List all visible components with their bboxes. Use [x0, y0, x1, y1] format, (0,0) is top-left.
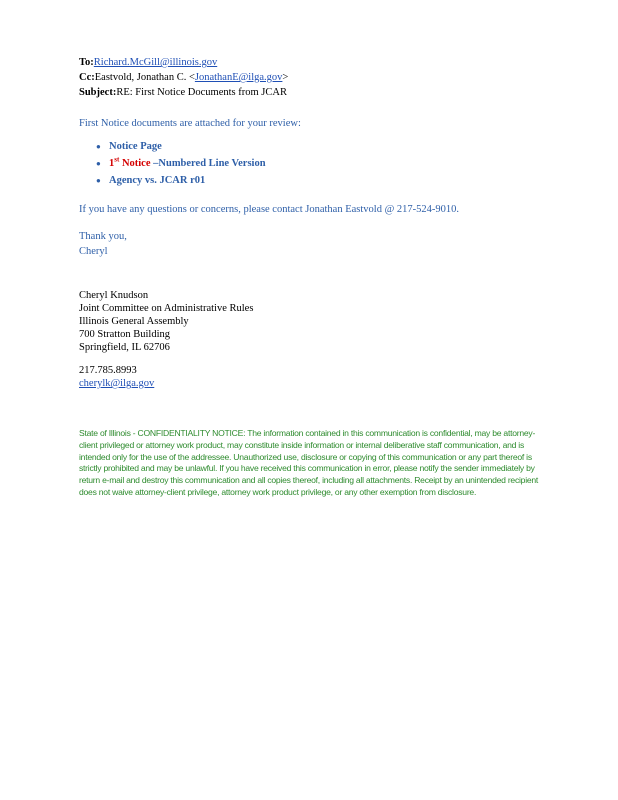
phone-number: 217.785.8993 [79, 365, 137, 376]
thanks-text: Thank you, [79, 231, 127, 242]
to-line [79, 55, 549, 70]
questions-text: If you have any questions or concerns, please contact Jonathan Eastvold @ 217-524-9010. [79, 204, 459, 215]
email-page [79, 55, 549, 499]
cc-email-link[interactable]: JonathanE@ilga.gov [194, 72, 283, 83]
sender-first-name: Cheryl [79, 246, 108, 257]
bullet-icon: ● [96, 159, 101, 168]
to-label: To: [79, 57, 94, 68]
signature-line: Cheryl Knudson [79, 290, 149, 301]
cc-name: Eastvold, Jonathan C. < [94, 72, 195, 83]
signature-email-link[interactable]: cherylk@ilga.gov [79, 378, 155, 389]
signature-line: Joint Committee on Administrative Rules [79, 303, 254, 314]
signature-block [79, 289, 549, 354]
cc-close: > [282, 72, 289, 83]
signature-line: Springfield, IL 62706 [79, 342, 170, 353]
bullet-icon: ● [96, 142, 101, 151]
cc-line [79, 70, 549, 85]
attachment-item[interactable]: ● Agency vs. JCAR r01 [109, 172, 549, 189]
attachment-item[interactable]: ● 1st Notice –Numbered Line Version [109, 155, 549, 172]
to-email-link[interactable]: Richard.McGill@illinois.gov [93, 57, 218, 68]
intro-text: First Notice documents are attached for your review: [79, 118, 301, 129]
cc-label: Cc: [79, 72, 95, 83]
subject-value: RE: First Notice Documents from JCAR [116, 87, 287, 98]
bullet-icon: ● [96, 176, 101, 185]
confidentiality-notice: State of Illinois - CONFIDENTIALITY NOTICE: The information contained in this communication is confidential, may be attorney-client privileged or attorney work product, may constitute inside information or internal deliberative staff communication, and is intended only for the use of the addressee. Unauthorized use, disclosure or copying of this communication or any part thereof is strictly prohibited and may be unlawful. If you have received this communication in error, please notify the sender immediately by return e-mail and destroy this communication and all copies thereof, including all attachments. Receipt by an unintended recipient does not waive attorney-client privilege, attorney work product privilege, or any other exemption from disclosure. [79, 428, 539, 497]
attachment-list [79, 138, 549, 189]
signature-line: 700 Stratton Building [79, 329, 171, 340]
subject-label: Subject: [79, 87, 117, 98]
signature-line: Illinois General Assembly [79, 316, 189, 327]
subject-line [79, 85, 549, 100]
contact-block [79, 364, 549, 390]
attachment-item[interactable]: ● Notice Page [109, 138, 549, 155]
